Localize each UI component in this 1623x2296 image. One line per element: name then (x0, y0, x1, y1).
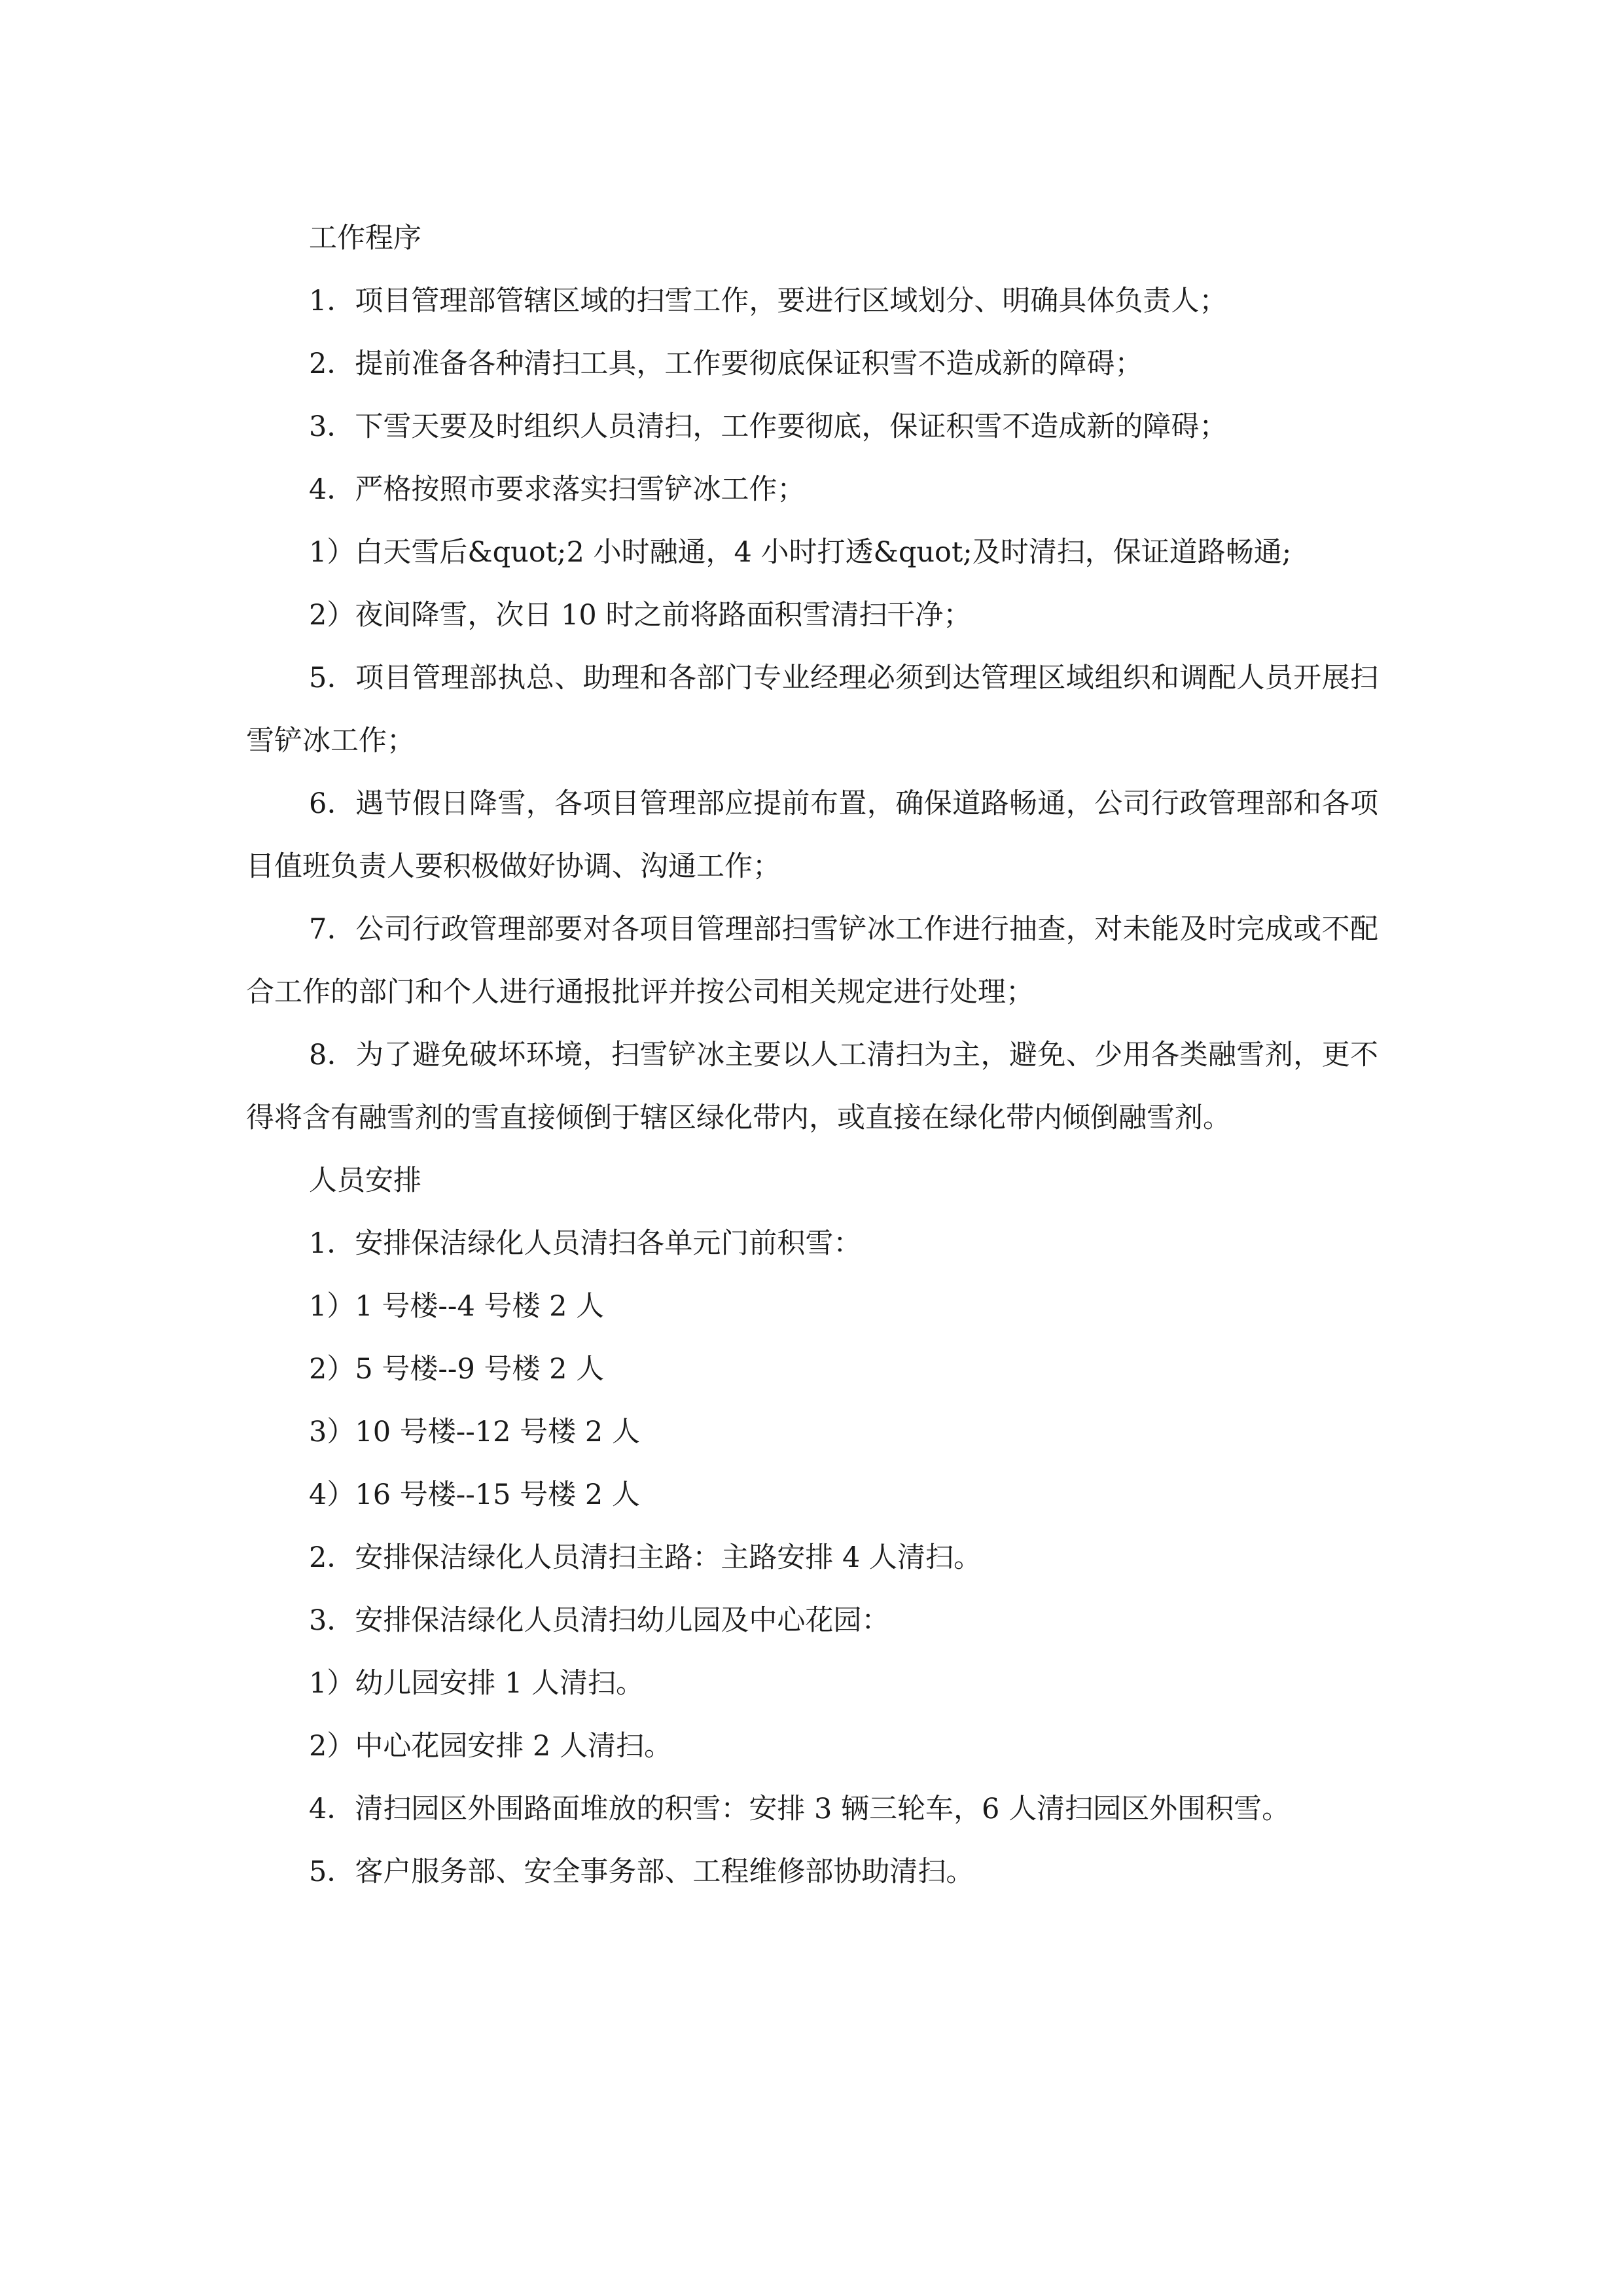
paragraph: 8．为了避免破坏环境，扫雪铲冰主要以人工清扫为主，避免、少用各类融雪剂，更不得将含有融雪剂的雪直接倾倒于辖区绿化带内，或直接在绿化带内倾倒融雪剂。 (246, 1039, 1378, 1134)
paragraph: 1）白天雪后&quot;2 小时融通，4 小时打透&quot;及时清扫，保证道路畅通; (309, 536, 1292, 569)
paragraph: 1．安排保洁绿化人员清扫各单元门前积雪： (309, 1227, 862, 1260)
paragraph: 4．清扫园区外围路面堆放的积雪：安排 3 辆三轮车，6 人清扫园区外围积雪。 (309, 1793, 1291, 1825)
section-heading-procedure: 工作程序 (309, 222, 421, 255)
paragraph: 3．下雪天要及时组织人员清扫，工作要彻底，保证积雪不造成新的障碍； (309, 410, 1228, 443)
paragraph: 1）1 号楼--4 号楼 2 人 (309, 1290, 605, 1323)
document-body (246, 207, 1378, 1903)
paragraph: 2．提前准备各种清扫工具，工作要彻底保证积雪不造成新的障碍； (309, 348, 1143, 380)
paragraph: 4．严格按照市要求落实扫雪铲冰工作； (309, 473, 806, 506)
paragraph: 2）中心花园安排 2 人清扫。 (309, 1730, 673, 1763)
paragraph: 2）夜间降雪，次日 10 时之前将路面积雪清扫干净； (309, 599, 972, 632)
paragraph: 1）幼儿园安排 1 人清扫。 (309, 1667, 645, 1700)
paragraph: 2）5 号楼--9 号楼 2 人 (309, 1353, 605, 1386)
paragraph: 4）16 号楼--15 号楼 2 人 (309, 1479, 640, 1511)
paragraph: 1．项目管理部管辖区域的扫雪工作，要进行区域划分、明确具体负责人； (309, 285, 1228, 317)
paragraph: 5．项目管理部执总、助理和各部门专业经理必须到达管理区域组织和调配人员开展扫雪铲冰工作； (246, 662, 1378, 757)
paragraph: 6．遇节假日降雪，各项目管理部应提前布置，确保道路畅通，公司行政管理部和各项目值班负责人要积极做好协调、沟通工作； (246, 787, 1378, 883)
paragraph: 7．公司行政管理部要对各项目管理部扫雪铲冰工作进行抽查，对未能及时完成或不配合工作的部门和个人进行通报批评并按公司相关规定进行处理； (246, 913, 1378, 1009)
paragraph: 2．安排保洁绿化人员清扫主路：主路安排 4 人清扫。 (309, 1541, 982, 1574)
section-heading-staffing: 人员安排 (309, 1164, 421, 1197)
paragraph: 3）10 号楼--12 号楼 2 人 (309, 1416, 640, 1448)
paragraph: 3．安排保洁绿化人员清扫幼儿园及中心花园： (309, 1604, 890, 1637)
paragraph: 5．客户服务部、安全事务部、工程维修部协助清扫。 (309, 1856, 974, 1888)
